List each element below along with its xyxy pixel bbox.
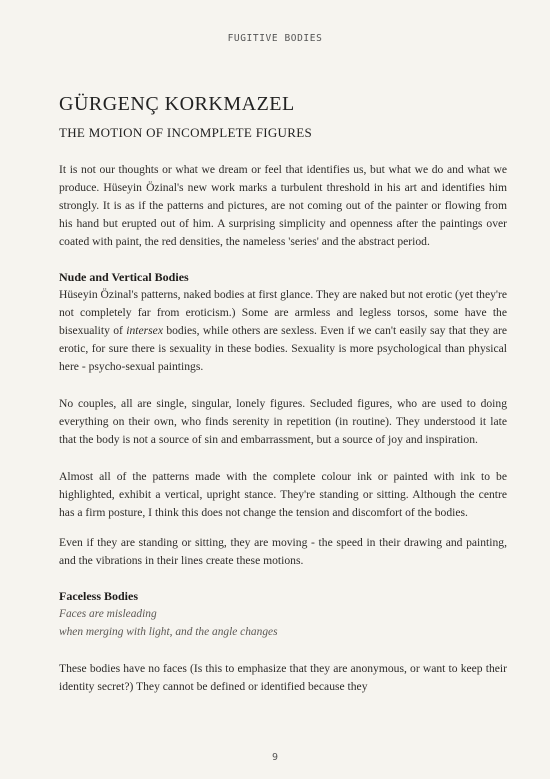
section-heading-faceless: Faceless Bodies [59, 589, 138, 603]
article-title: THE MOTION OF INCOMPLETE FIGURES [59, 125, 312, 140]
section1-p1-text-b: bodies, while others are sexless. Even if we can't easily say that they are erotic, for sure there is sexuality in these bodies. Sexuality is more psychological than physical here - psycho-sexual paintings. [59, 324, 507, 373]
epigraph [59, 605, 507, 641]
section2-paragraph-1: These bodies have no faces (Is this to emphasize that they are anonymous, or want to keep their identity secret?) They cannot be defined or identified because they [59, 662, 507, 693]
epigraph-line-2: when merging with light, and the angle changes [59, 626, 278, 638]
running-header: FUGITIVE BODIES [227, 33, 323, 44]
epigraph-line-1: Faces are misleading [59, 608, 157, 620]
page-number: 9 [271, 752, 279, 763]
section1-paragraph-3: Almost all of the patterns made with the complete colour ink or painted with ink to be highlighted, exhibit a vertical, upright stance. They're standing or sitting. Although the centre has a firm posture, I think this does not change the tension and discomfort of the bodies. [59, 470, 507, 519]
section-heading-nude-vertical: Nude and Vertical Bodies [59, 270, 189, 284]
section1-p1-text-a: Hüseyin Özinal's patterns, naked bodies at first glance. They are naked but not erotic (yet they're not completely far from eroticism.) Some are armless and legless torsos, some have the bisexuality of [59, 288, 507, 337]
author-name: GÜRGENÇ KORKMAZEL [59, 93, 295, 115]
section1-p1-emphasis: intersex [126, 324, 163, 337]
section1-paragraph-4: Even if they are standing or sitting, they are moving - the speed in their drawing and painting, and the vibrations in their lines create these motions. [59, 536, 507, 567]
section1-paragraph-2: No couples, all are single, singular, lonely figures. Secluded figures, who are used to doing everything on their own, who finds serenity in repetition (in routine). They understood it late that the body is not a source of sin and embarrassment, but a source of joy and inspiration. [59, 397, 507, 446]
article-body [59, 92, 507, 696]
section1-paragraph-1 [59, 286, 507, 376]
intro-paragraph: It is not our thoughts or what we dream or feel that identifies us, but what we do and what we produce. Hüseyin Özinal's new work marks a turbulent threshold in his art and identifies him strongly. It is as if the patterns and pictures, are not coming out of the painter or flowing from his hand but erupted out of him. A surprising simplicity and openness after the paintings over coated with paint, the red densities, the nameless 'series' and the abstract period. [59, 163, 507, 248]
